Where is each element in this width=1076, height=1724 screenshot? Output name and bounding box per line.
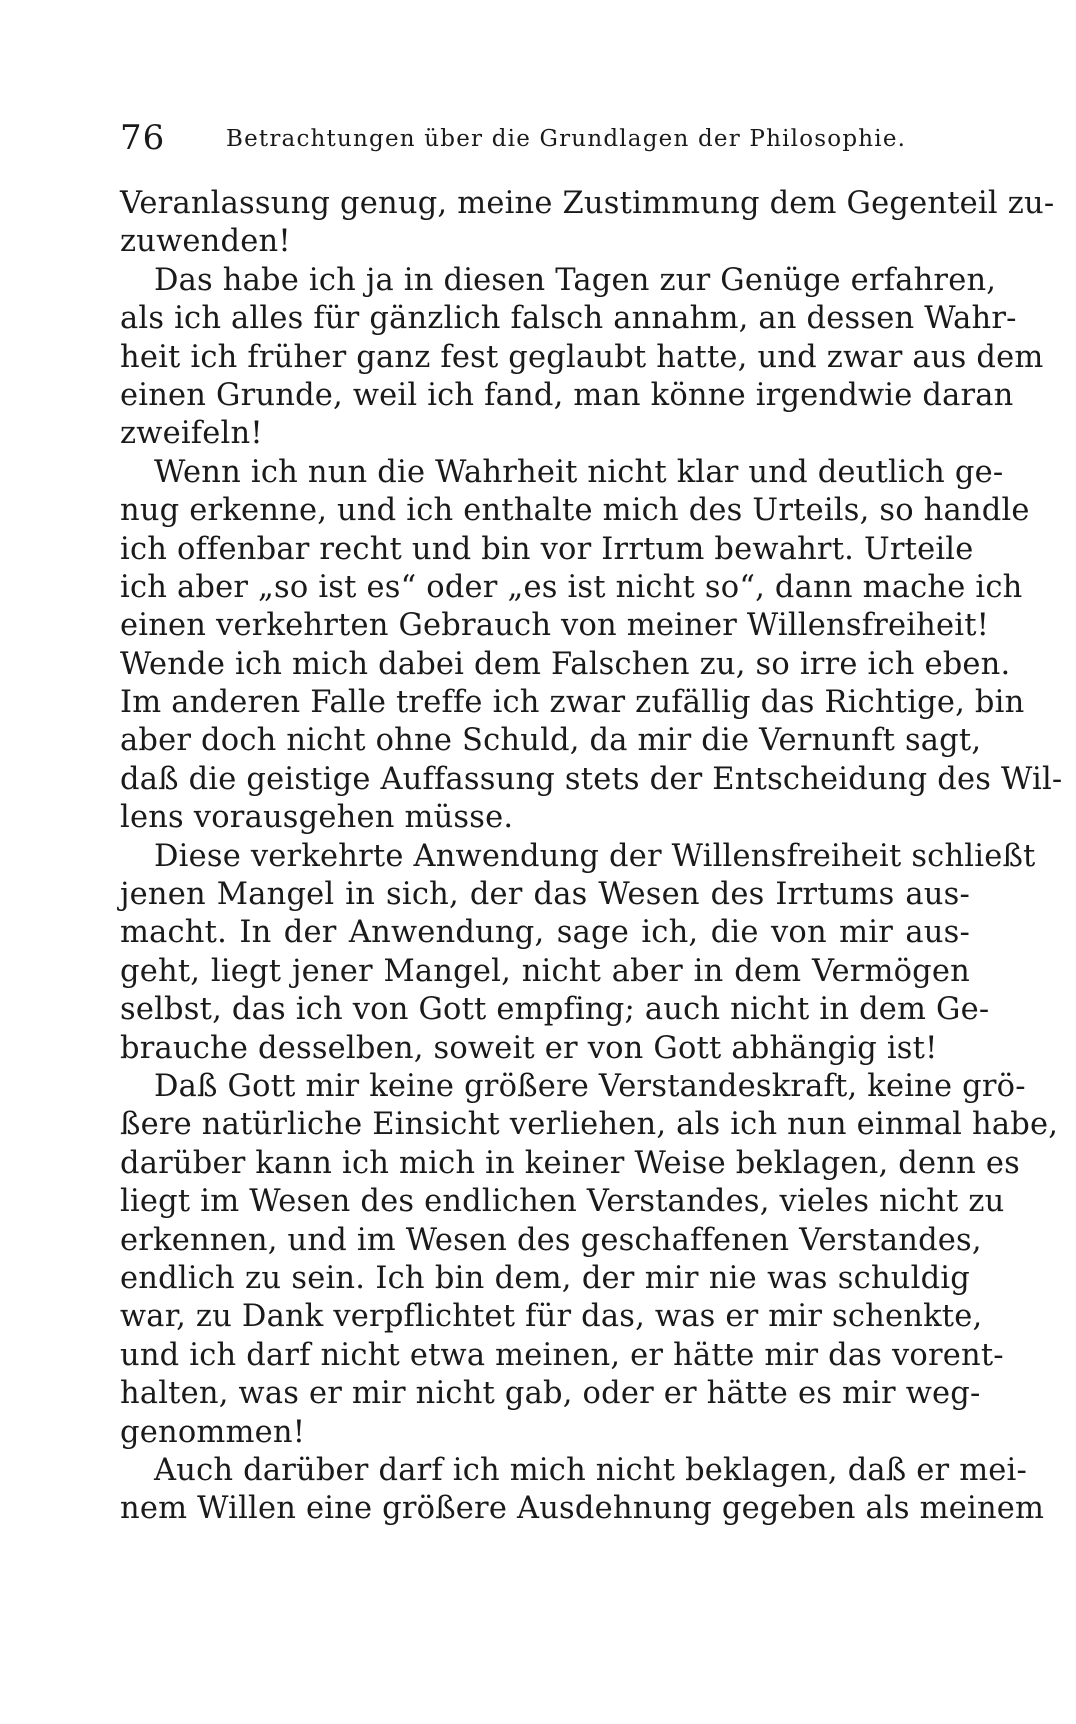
text-line: heit ich früher ganz fest geglaubt hatte, und zwar aus dem [120,339,1044,375]
page-number: 76 [120,118,166,158]
text-line: Wende ich mich dabei dem Falschen zu, so irre ich eben. [120,646,1011,682]
text-line: aber doch nicht ohne Schuld, da mir die Vernunft sagt, [120,723,982,759]
text-line: Das habe ich ja in diesen Tagen zur Genüge erfahren, [154,262,997,298]
text-line: ich aber „so ist es“ oder „es ist nicht so“, dann mache ich [120,569,1023,605]
text-line: einen verkehrten Gebrauch von meiner Willensfreiheit! [120,608,990,644]
text-line: Auch darüber darf ich mich nicht beklagen, daß er mei- [154,1452,1028,1488]
text-line: Diese verkehrte Anwendung der Willensfreiheit schließt [154,838,1036,874]
text-line: endlich zu sein. Ich bin dem, der mir nie was schuldig [120,1260,970,1296]
text-line: jenen Mangel in sich, der das Wesen des Irrtums aus- [120,877,970,913]
text-line: brauche desselben, soweit er von Gott abhängig ist! [120,1030,938,1066]
text-line: erkennen, und im Wesen des geschaffenen Verstandes, [120,1222,982,1258]
text-line: daß die geistige Auffassung stets der Entscheidung des Wil- [120,761,1063,797]
text-line: Veranlassung genug, meine Zustimmung dem Gegenteil zu- [120,186,1055,221]
text-line: selbst, das ich von Gott empfing; auch nicht in dem Ge- [120,992,990,1028]
text-line: lens vorausgehen müsse. [120,800,514,836]
text-line: nem Willen eine größere Ausdehnung gegeben als meinem [120,1491,1045,1527]
text-line: ßere natürliche Einsicht verliehen, als ich nun einmal habe, [120,1107,1059,1143]
text-line: als ich alles für gänzlich falsch annahm, an dessen Wahr- [120,301,1017,337]
text-line: macht. In der Anwendung, sage ich, die von mir aus- [120,915,970,951]
text-line: Wenn ich nun die Wahrheit nicht klar und deutlich ge- [154,454,1004,490]
text-line: Daß Gott mir keine größere Verstandeskraft, keine grö- [154,1068,1026,1104]
text-line: und ich darf nicht etwa meinen, er hätte mir das vorent- [120,1337,1004,1373]
text-line: ich offenbar recht und bin vor Irrtum bewahrt. Urteile [120,531,974,567]
text-line: Im anderen Falle treffe ich zwar zufällig das Richtige, bin [120,685,1025,721]
body-text [120,185,1063,1529]
text-line: darüber kann ich mich in keiner Weise beklagen, denn es [120,1145,1020,1181]
text-line: halten, was er mir nicht gab, oder er hätte es mir weg- [120,1376,981,1412]
text-line: zuwenden! [120,224,291,260]
text-line: geht, liegt jener Mangel, nicht aber in dem Vermögen [120,953,970,989]
text-line: einen Grunde, weil ich fand, man könne irgendwie daran [120,377,1014,413]
page-header [120,118,980,158]
running-head: Betrachtungen über die Grundlagen der Philosophie. [226,126,907,152]
text-line: nug erkenne, und ich enthalte mich des Urteils, so handle [120,493,1030,529]
text-line: genommen! [120,1414,306,1450]
text-line: war, zu Dank verpflichtet für das, was er mir schenkte, [120,1299,983,1335]
text-line: liegt im Wesen des endlichen Verstandes, vieles nicht zu [120,1184,1005,1220]
text-line: zweifeln! [120,416,263,452]
